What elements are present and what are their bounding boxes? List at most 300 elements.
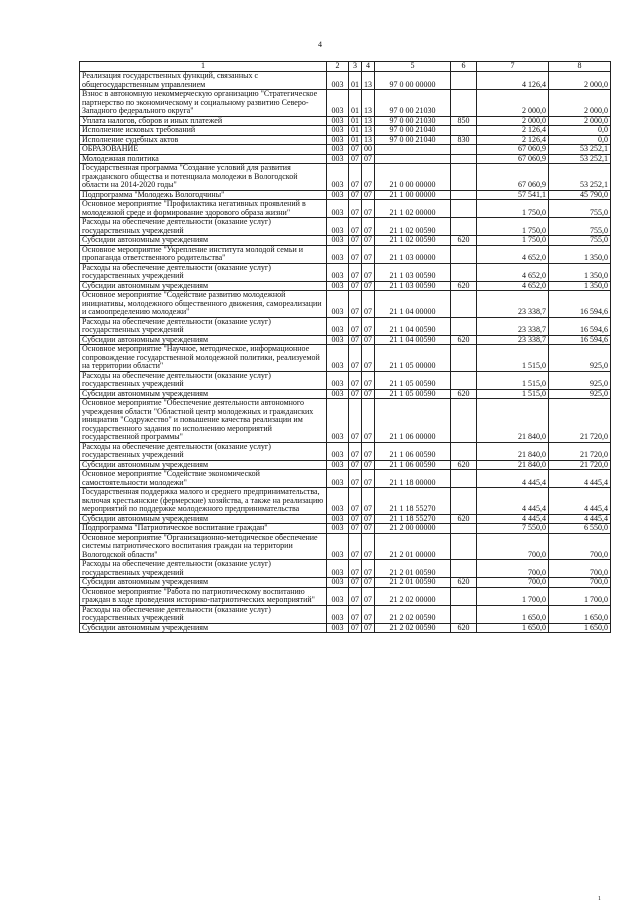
item-name-cell: Субсидии автономным учреждениям [80,335,327,345]
item-name-cell: Основное мероприятие "Обеспечение деятельности автономного учреждения области "Областной центр молодежных и гражданских инициатив "Содружество" и повышение качества реализации им государственного задания по исполнению мероприятий государственной программы" [80,399,327,443]
table-row [80,605,611,623]
amount-year2-cell: 16 594,6 [549,317,611,335]
table-row [80,245,611,263]
item-name-cell: Субсидии автономным учреждениям [80,460,327,470]
subsection-code-cell: 07 [362,623,375,633]
expense-type-cell [451,145,477,155]
item-name-cell: Расходы на обеспечение деятельности (оказание услуг) государственных учреждений [80,371,327,389]
amount-year1-cell: 2 126,4 [477,135,549,145]
subsection-code-cell: 07 [362,317,375,335]
target-article-cell [375,154,451,164]
ministry-code-cell: 003 [327,245,349,263]
item-name-cell: Субсидии автономным учреждениям [80,623,327,633]
ministry-code-cell: 003 [327,587,349,605]
ministry-code-cell: 003 [327,218,349,236]
expense-type-cell [451,190,477,200]
target-article-cell: 21 1 02 00590 [375,218,451,236]
amount-year1-cell: 4 652,0 [477,263,549,281]
item-name-cell: Подпрограмма "Патриотическое воспитание граждан" [80,524,327,534]
ministry-code-cell: 003 [327,281,349,291]
section-code-cell: 07 [349,245,362,263]
subsection-code-cell: 13 [362,90,375,117]
target-article-cell: 21 2 00 00000 [375,524,451,534]
amount-year2-cell: 53 252,1 [549,145,611,155]
item-name-cell: Основное мероприятие "Работа по патриотическому воспитанию граждан в ходе проведения историко-патриотических мероприятий" [80,587,327,605]
amount-year1-cell: 700,0 [477,533,549,560]
table-row [80,560,611,578]
expense-type-cell: 620 [451,623,477,633]
amount-year1-cell: 4 652,0 [477,245,549,263]
item-name-cell: Расходы на обеспечение деятельности (оказание услуг) государственных учреждений [80,317,327,335]
target-article-cell: 97 0 00 21030 [375,116,451,126]
target-article-cell [375,145,451,155]
amount-year2-cell: 4 445,4 [549,514,611,524]
item-name-cell: Государственная поддержка малого и среднего предпринимательства, включая крестьянские (фермерские) хозяйства, а также на реализацию мероприятий по поддержке молодежного предпринимательства [80,488,327,515]
section-code-cell: 07 [349,263,362,281]
section-code-cell: 07 [349,190,362,200]
target-article-cell: 21 2 01 00590 [375,578,451,588]
expense-type-cell [451,533,477,560]
target-article-cell: 21 0 00 00000 [375,164,451,191]
ministry-code-cell: 003 [327,345,349,372]
subsection-code-cell: 07 [362,291,375,318]
ministry-code-cell: 003 [327,470,349,488]
header-cell: 4 [362,62,375,72]
ministry-code-cell: 003 [327,90,349,117]
section-code-cell: 07 [349,605,362,623]
amount-year2-cell: 1 650,0 [549,605,611,623]
item-name-cell: Субсидии автономным учреждениям [80,514,327,524]
section-code-cell: 01 [349,116,362,126]
table-row [80,345,611,372]
expense-type-cell [451,371,477,389]
target-article-cell: 21 2 02 00000 [375,587,451,605]
section-code-cell: 07 [349,389,362,399]
expense-type-cell: 620 [451,578,477,588]
subsection-code-cell: 07 [362,281,375,291]
ministry-code-cell: 003 [327,263,349,281]
amount-year2-cell: 6 550,0 [549,524,611,534]
ministry-code-cell: 003 [327,389,349,399]
amount-year2-cell: 21 720,0 [549,442,611,460]
item-name-cell: Расходы на обеспечение деятельности (оказание услуг) государственных учреждений [80,605,327,623]
ministry-code-cell: 003 [327,135,349,145]
item-name-cell: Подпрограмма "Молодежь Вологодчины" [80,190,327,200]
target-article-cell: 21 1 05 00590 [375,371,451,389]
ministry-code-cell: 003 [327,335,349,345]
section-code-cell: 07 [349,524,362,534]
target-article-cell: 21 1 18 55270 [375,488,451,515]
amount-year2-cell: 700,0 [549,578,611,588]
subsection-code-cell: 07 [362,460,375,470]
item-name-cell: ОБРАЗОВАНИЕ [80,145,327,155]
target-article-cell: 21 2 01 00590 [375,560,451,578]
table-row [80,371,611,389]
table-row [80,164,611,191]
amount-year2-cell: 21 720,0 [549,399,611,443]
target-article-cell: 21 1 05 00000 [375,345,451,372]
table-row [80,514,611,524]
expense-type-cell [451,245,477,263]
expense-type-cell [451,218,477,236]
amount-year2-cell: 755,0 [549,236,611,246]
item-name-cell: Субсидии автономным учреждениям [80,389,327,399]
ministry-code-cell: 003 [327,190,349,200]
amount-year2-cell: 2 000,0 [549,90,611,117]
table-row [80,578,611,588]
table-row [80,236,611,246]
subsection-code-cell: 07 [362,524,375,534]
table-row [80,200,611,218]
target-article-cell: 21 2 01 00000 [375,533,451,560]
amount-year1-cell: 23 338,7 [477,317,549,335]
expense-type-cell [451,72,477,90]
expense-type-cell [451,317,477,335]
amount-year2-cell: 1 350,0 [549,245,611,263]
corner-mark: 1 [598,896,601,902]
expense-type-cell [451,90,477,117]
target-article-cell: 21 1 06 00590 [375,442,451,460]
amount-year1-cell: 700,0 [477,578,549,588]
subsection-code-cell: 13 [362,72,375,90]
item-name-cell: Исполнение судебных актов [80,135,327,145]
expense-type-cell: 620 [451,389,477,399]
target-article-cell: 21 2 02 00590 [375,623,451,633]
subsection-code-cell: 07 [362,335,375,345]
table-body [80,62,611,633]
subsection-code-cell: 07 [362,533,375,560]
section-code-cell: 07 [349,281,362,291]
amount-year1-cell: 67 060,9 [477,145,549,155]
subsection-code-cell: 07 [362,587,375,605]
section-code-cell: 07 [349,470,362,488]
expense-type-cell [451,488,477,515]
item-name-cell: Расходы на обеспечение деятельности (оказание услуг) государственных учреждений [80,263,327,281]
budget-table [79,61,611,633]
section-code-cell: 01 [349,72,362,90]
expense-type-cell: 620 [451,514,477,524]
amount-year1-cell: 1 515,0 [477,389,549,399]
table-row [80,389,611,399]
target-article-cell: 21 1 06 00590 [375,460,451,470]
section-code-cell: 07 [349,145,362,155]
subsection-code-cell: 13 [362,126,375,136]
amount-year1-cell: 4 126,4 [477,72,549,90]
section-code-cell: 07 [349,154,362,164]
item-name-cell: Субсидии автономным учреждениям [80,281,327,291]
expense-type-cell [451,263,477,281]
subsection-code-cell: 07 [362,154,375,164]
header-cell: 2 [327,62,349,72]
amount-year1-cell: 2 126,4 [477,126,549,136]
expense-type-cell [451,560,477,578]
amount-year1-cell: 4 445,4 [477,488,549,515]
table-row [80,442,611,460]
target-article-cell: 97 0 00 21040 [375,135,451,145]
amount-year2-cell: 4 445,4 [549,470,611,488]
table-row [80,218,611,236]
amount-year2-cell: 4 445,4 [549,488,611,515]
amount-year2-cell: 1 350,0 [549,263,611,281]
table-row [80,135,611,145]
amount-year2-cell: 925,0 [549,345,611,372]
ministry-code-cell: 003 [327,236,349,246]
item-name-cell: Субсидии автономным учреждениям [80,236,327,246]
item-name-cell: Взнос в автономную некоммерческую организацию "Стратегическое партнерство по экономическому и социальному развитию Северо-Западного федерального округа" [80,90,327,117]
item-name-cell: Субсидии автономным учреждениям [80,578,327,588]
expense-type-cell [451,524,477,534]
section-code-cell: 07 [349,560,362,578]
subsection-code-cell: 07 [362,389,375,399]
expense-type-cell [451,470,477,488]
table-row [80,190,611,200]
expense-type-cell [451,164,477,191]
amount-year2-cell: 45 790,0 [549,190,611,200]
target-article-cell: 21 1 06 00000 [375,399,451,443]
amount-year1-cell: 1 515,0 [477,345,549,372]
subsection-code-cell: 07 [362,560,375,578]
ministry-code-cell: 003 [327,560,349,578]
ministry-code-cell: 003 [327,460,349,470]
amount-year1-cell: 23 338,7 [477,291,549,318]
amount-year1-cell: 1 515,0 [477,371,549,389]
amount-year1-cell: 1 750,0 [477,236,549,246]
expense-type-cell: 620 [451,335,477,345]
item-name-cell: Основное мероприятие "Научное, методическое, информационное сопровождение государственной молодежной политики, реализуемой на территории области" [80,345,327,372]
table-row [80,263,611,281]
table-row [80,533,611,560]
subsection-code-cell: 07 [362,263,375,281]
subsection-code-cell: 13 [362,116,375,126]
ministry-code-cell: 003 [327,291,349,318]
amount-year2-cell: 0,0 [549,135,611,145]
item-name-cell: Основное мероприятие "Содействие развитию молодежной инициативы, молодежного общественного движения, самореализации и самоопределению молодежи" [80,291,327,318]
amount-year1-cell: 21 840,0 [477,442,549,460]
section-code-cell: 07 [349,623,362,633]
amount-year1-cell: 1 700,0 [477,587,549,605]
section-code-cell: 07 [349,442,362,460]
amount-year1-cell: 23 338,7 [477,335,549,345]
header-cell: 8 [549,62,611,72]
subsection-code-cell: 07 [362,236,375,246]
amount-year2-cell: 1 700,0 [549,587,611,605]
amount-year1-cell: 4 652,0 [477,281,549,291]
amount-year2-cell: 1 350,0 [549,281,611,291]
amount-year2-cell: 700,0 [549,560,611,578]
table-row [80,281,611,291]
header-cell: 7 [477,62,549,72]
ministry-code-cell: 003 [327,533,349,560]
table-row [80,399,611,443]
target-article-cell: 97 0 00 21040 [375,126,451,136]
section-code-cell: 07 [349,399,362,443]
amount-year1-cell: 21 840,0 [477,399,549,443]
ministry-code-cell: 003 [327,623,349,633]
amount-year1-cell: 1 650,0 [477,605,549,623]
section-code-cell: 07 [349,200,362,218]
target-article-cell: 21 1 03 00590 [375,263,451,281]
subsection-code-cell: 07 [362,371,375,389]
expense-type-cell [451,126,477,136]
ministry-code-cell: 003 [327,164,349,191]
amount-year2-cell: 0,0 [549,126,611,136]
amount-year1-cell: 21 840,0 [477,460,549,470]
header-row [80,62,611,72]
subsection-code-cell: 07 [362,514,375,524]
section-code-cell: 07 [349,488,362,515]
expense-type-cell [451,200,477,218]
subsection-code-cell: 07 [362,470,375,488]
amount-year2-cell: 16 594,6 [549,335,611,345]
subsection-code-cell: 07 [362,488,375,515]
ministry-code-cell: 003 [327,399,349,443]
subsection-code-cell: 07 [362,200,375,218]
subsection-code-cell: 00 [362,145,375,155]
amount-year2-cell: 2 000,0 [549,72,611,90]
amount-year2-cell: 755,0 [549,218,611,236]
expense-type-cell [451,442,477,460]
amount-year2-cell: 925,0 [549,371,611,389]
ministry-code-cell: 003 [327,442,349,460]
target-article-cell: 21 1 02 00000 [375,200,451,218]
item-name-cell: Основное мероприятие "Укрепление института молодой семьи и пропаганда ответственного родительства" [80,245,327,263]
ministry-code-cell: 003 [327,145,349,155]
item-name-cell: Уплата налогов, сборов и иных платежей [80,116,327,126]
section-code-cell: 07 [349,578,362,588]
target-article-cell: 21 1 03 00000 [375,245,451,263]
target-article-cell: 21 1 04 00590 [375,317,451,335]
expense-type-cell: 620 [451,281,477,291]
amount-year1-cell: 57 541,1 [477,190,549,200]
table-row [80,524,611,534]
ministry-code-cell: 003 [327,488,349,515]
item-name-cell: Основное мероприятие "Организационно-методическое обеспечение системы патриотического воспитания граждан на территории Вологодской области" [80,533,327,560]
expense-type-cell [451,587,477,605]
subsection-code-cell: 07 [362,442,375,460]
subsection-code-cell: 13 [362,135,375,145]
table-row [80,470,611,488]
amount-year1-cell: 67 060,9 [477,154,549,164]
amount-year1-cell: 1 750,0 [477,218,549,236]
header-cell: 1 [80,62,327,72]
amount-year2-cell: 925,0 [549,389,611,399]
target-article-cell: 21 1 18 55270 [375,514,451,524]
item-name-cell: Основное мероприятие "Профилактика негативных проявлений в молодежной среде и формирование здорового образа жизни" [80,200,327,218]
expense-type-cell [451,605,477,623]
table-row [80,335,611,345]
table-row [80,145,611,155]
section-code-cell: 07 [349,291,362,318]
ministry-code-cell: 003 [327,317,349,335]
item-name-cell: Расходы на обеспечение деятельности (оказание услуг) государственных учреждений [80,560,327,578]
table-row [80,460,611,470]
ministry-code-cell: 003 [327,371,349,389]
section-code-cell: 07 [349,371,362,389]
ministry-code-cell: 003 [327,154,349,164]
header-cell: 3 [349,62,362,72]
target-article-cell: 21 1 02 00590 [375,236,451,246]
expense-type-cell: 850 [451,116,477,126]
section-code-cell: 07 [349,345,362,372]
section-code-cell: 07 [349,236,362,246]
amount-year1-cell: 4 445,4 [477,514,549,524]
target-article-cell: 97 0 00 00000 [375,72,451,90]
section-code-cell: 07 [349,533,362,560]
target-article-cell: 21 1 18 00000 [375,470,451,488]
section-code-cell: 07 [349,587,362,605]
amount-year2-cell: 2 000,0 [549,116,611,126]
amount-year2-cell: 700,0 [549,533,611,560]
page-number: 4 [318,40,322,49]
section-code-cell: 07 [349,460,362,470]
subsection-code-cell: 07 [362,164,375,191]
table-row [80,291,611,318]
amount-year2-cell: 21 720,0 [549,460,611,470]
item-name-cell: Основное мероприятие "Содействие экономической самостоятельности молодежи" [80,470,327,488]
table-row [80,317,611,335]
section-code-cell: 07 [349,514,362,524]
item-name-cell: Расходы на обеспечение деятельности (оказание услуг) государственных учреждений [80,218,327,236]
table-row [80,587,611,605]
section-code-cell: 01 [349,126,362,136]
table-row [80,623,611,633]
amount-year1-cell: 1 750,0 [477,200,549,218]
table-row [80,90,611,117]
table-row [80,126,611,136]
header-cell: 6 [451,62,477,72]
target-article-cell: 21 1 04 00000 [375,291,451,318]
expense-type-cell [451,154,477,164]
amount-year2-cell: 755,0 [549,200,611,218]
amount-year2-cell: 53 252,1 [549,154,611,164]
target-article-cell: 21 1 03 00590 [375,281,451,291]
amount-year2-cell: 1 650,0 [549,623,611,633]
subsection-code-cell: 07 [362,245,375,263]
target-article-cell: 21 1 00 00000 [375,190,451,200]
amount-year1-cell: 700,0 [477,560,549,578]
ministry-code-cell: 003 [327,524,349,534]
item-name-cell: Исполнение исковых требований [80,126,327,136]
ministry-code-cell: 003 [327,605,349,623]
ministry-code-cell: 003 [327,126,349,136]
target-article-cell: 21 1 04 00590 [375,335,451,345]
expense-type-cell [451,291,477,318]
ministry-code-cell: 003 [327,72,349,90]
amount-year1-cell: 2 000,0 [477,116,549,126]
section-code-cell: 07 [349,335,362,345]
table-row [80,72,611,90]
section-code-cell: 01 [349,135,362,145]
expense-type-cell: 830 [451,135,477,145]
table-row [80,116,611,126]
amount-year2-cell: 53 252,1 [549,164,611,191]
section-code-cell: 01 [349,90,362,117]
subsection-code-cell: 07 [362,605,375,623]
subsection-code-cell: 07 [362,399,375,443]
expense-type-cell [451,345,477,372]
subsection-code-cell: 07 [362,345,375,372]
amount-year1-cell: 67 060,9 [477,164,549,191]
table-row [80,488,611,515]
expense-type-cell: 620 [451,460,477,470]
section-code-cell: 07 [349,164,362,191]
expense-type-cell [451,399,477,443]
amount-year2-cell: 16 594,6 [549,291,611,318]
item-name-cell: Молодежная политика [80,154,327,164]
section-code-cell: 07 [349,317,362,335]
target-article-cell: 21 1 05 00590 [375,389,451,399]
item-name-cell: Реализация государственных функций, связанных с общегосударственным управлением [80,72,327,90]
